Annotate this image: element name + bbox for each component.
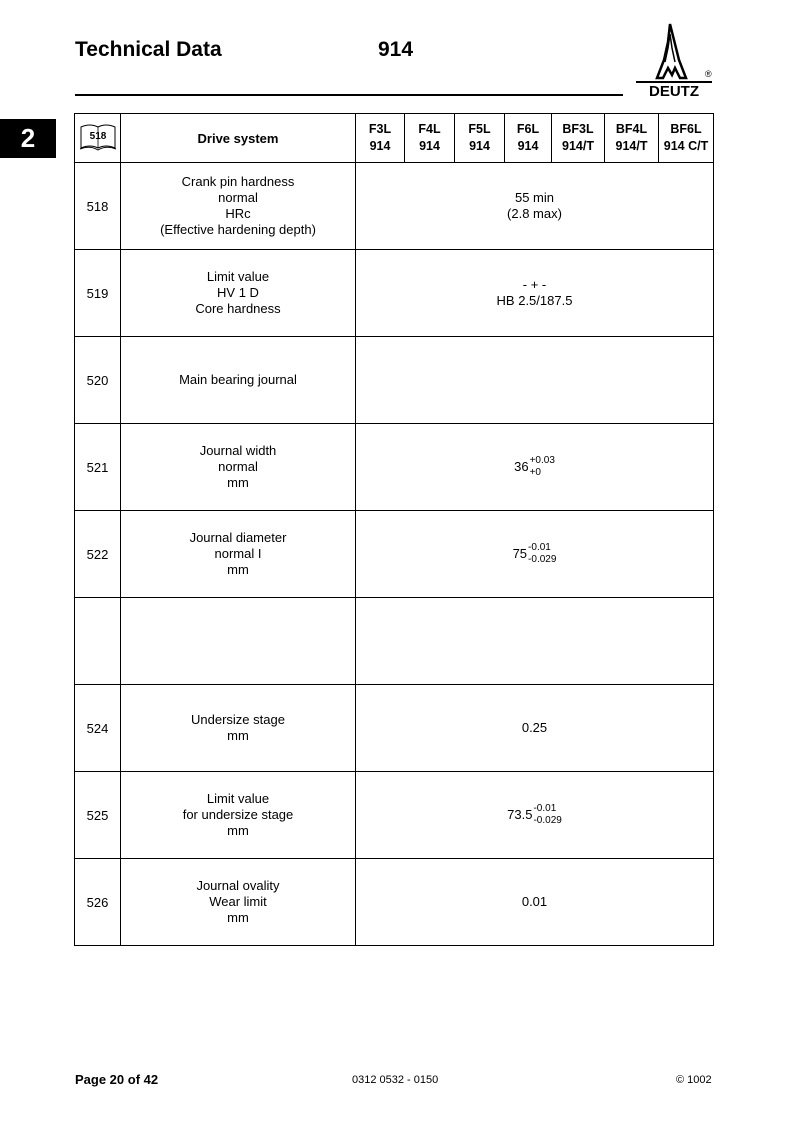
reference-cell <box>75 114 121 163</box>
row-description: Journal diameter normal I mm <box>121 511 356 598</box>
table-row <box>75 424 714 511</box>
table-row <box>75 772 714 859</box>
variant-header: BF3L 914/T <box>552 114 605 163</box>
tolerance-value: 36 +0.03 +0 <box>514 455 555 478</box>
row-description: Main bearing journal <box>121 337 356 424</box>
table-row <box>75 685 714 772</box>
variant-header: BF4L 914/T <box>605 114 659 163</box>
table-row <box>75 598 714 685</box>
table-row <box>75 250 714 337</box>
variant-header: F3L 914 <box>356 114 405 163</box>
chapter-tab: 2 <box>0 119 56 158</box>
table-row <box>75 163 714 250</box>
logo-brand-text: DEUTZ <box>649 83 699 98</box>
row-value <box>356 511 714 598</box>
page-title: Technical Data <box>75 38 222 61</box>
row-number: 526 <box>75 859 121 946</box>
engine-model: 914 <box>378 38 414 61</box>
book-reference-icon <box>78 121 118 153</box>
row-description: Limit value HV 1 D Core hardness <box>121 250 356 337</box>
row-value <box>356 337 714 424</box>
logo-registered-mark: ® <box>705 69 712 79</box>
document-number: 0312 0532 - 0150 <box>352 1074 439 1086</box>
row-number: 518 <box>75 163 121 250</box>
row-number: 521 <box>75 424 121 511</box>
variant-header: F5L 914 <box>455 114 505 163</box>
table-row <box>75 859 714 946</box>
tolerance-value: 75 -0.01 -0.029 <box>512 542 557 565</box>
row-description: Limit value for undersize stage mm <box>121 772 356 859</box>
variant-header: F6L 914 <box>505 114 552 163</box>
page-number: Page 20 of 42 <box>75 1072 159 1087</box>
logo-tower-shape <box>657 24 686 78</box>
row-number: 519 <box>75 250 121 337</box>
tolerance-value: 73.5 -0.01 -0.029 <box>507 803 562 826</box>
row-value <box>356 598 714 685</box>
row-value: 55 min (2.8 max) <box>356 163 714 250</box>
row-value: 0.25 <box>356 685 714 772</box>
header-rule <box>75 94 623 96</box>
variant-header: BF6L 914 C/T <box>659 114 714 163</box>
row-description: Journal width normal mm <box>121 424 356 511</box>
row-description: Crank pin hardness normal HRc (Effective hardening depth) <box>121 163 356 250</box>
table-row <box>75 511 714 598</box>
section-title: Drive system <box>121 114 356 163</box>
variant-header: F4L 914 <box>405 114 455 163</box>
copyright: © 1002 <box>676 1074 712 1086</box>
row-number: 525 <box>75 772 121 859</box>
table-row <box>75 337 714 424</box>
row-number: 524 <box>75 685 121 772</box>
row-value <box>356 424 714 511</box>
row-description: Undersize stage mm <box>121 685 356 772</box>
row-number: 520 <box>75 337 121 424</box>
book-reference-label: 518 <box>89 130 106 142</box>
row-value: 0.01 <box>356 859 714 946</box>
deutz-logo <box>630 20 714 98</box>
row-number: 522 <box>75 511 121 598</box>
row-description <box>121 598 356 685</box>
row-value: - + - HB 2.5/187.5 <box>356 250 714 337</box>
table-header-row <box>75 114 714 163</box>
row-description: Journal ovality Wear limit mm <box>121 859 356 946</box>
row-value <box>356 772 714 859</box>
row-number <box>75 598 121 685</box>
technical-data-table <box>74 113 714 946</box>
